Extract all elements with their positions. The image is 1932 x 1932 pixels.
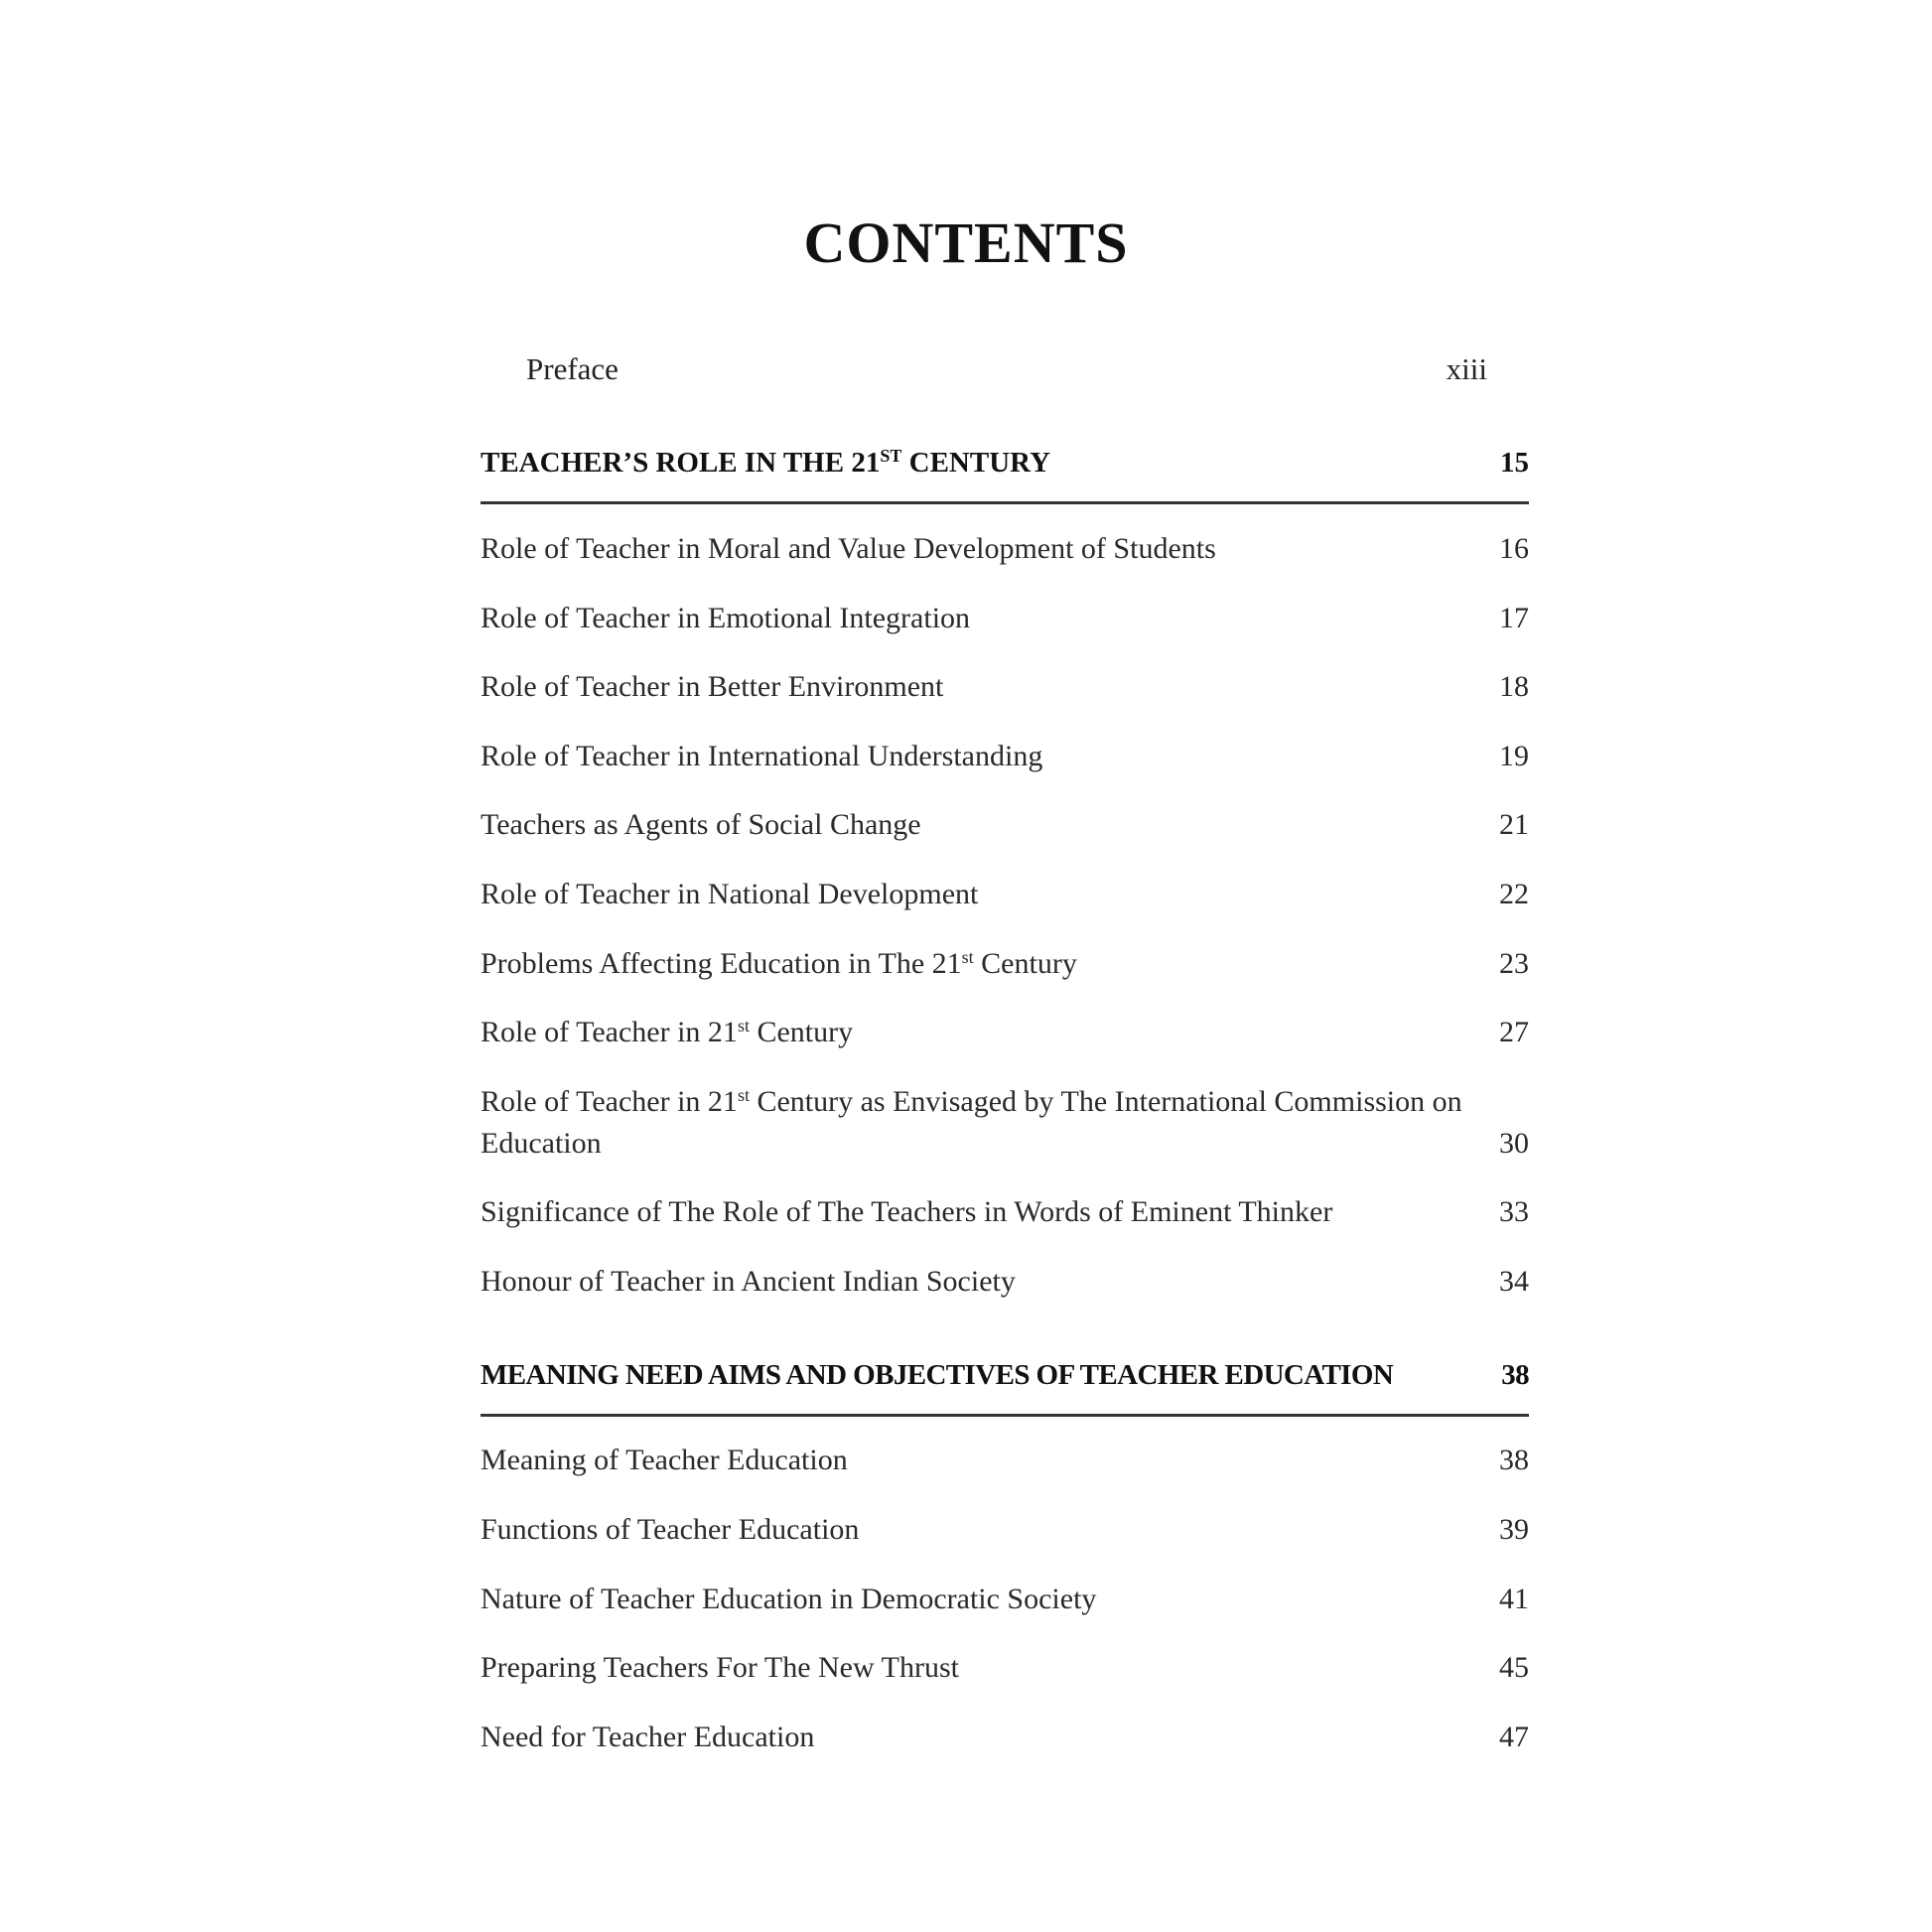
toc-entry[interactable] — [481, 1012, 1529, 1053]
toc-entry-page: 19 — [1499, 740, 1529, 772]
toc-entry-label: Role of Teacher in Emotional Integration — [481, 602, 971, 634]
chapter-page: 15 — [1500, 447, 1529, 479]
toc-entry[interactable] — [481, 1717, 1529, 1758]
toc-entry-page: 47 — [1499, 1721, 1529, 1753]
toc-entry-page: 23 — [1499, 947, 1529, 980]
toc-entry[interactable] — [481, 1261, 1529, 1303]
chapter-divider — [481, 1414, 1529, 1417]
toc-entry-label: Functions of Teacher Education — [481, 1513, 860, 1546]
toc-entry-label: Role of Teacher in 21st Century as Envisaged by The International Commission on — [481, 1085, 1462, 1118]
toc-entry-label: Role of Teacher in 21st Century — [481, 1016, 854, 1048]
toc-entry[interactable] — [481, 1191, 1529, 1233]
toc-entry-page: 34 — [1499, 1265, 1529, 1298]
toc-entry-label: Teachers as Agents of Social Change — [481, 808, 921, 841]
chapter-page: 38 — [1501, 1359, 1529, 1391]
toc-entry-page: 45 — [1499, 1651, 1529, 1684]
toc-entry-label-continued: Education — [481, 1127, 602, 1160]
toc-entry-label: Preparing Teachers For The New Thrust — [481, 1651, 959, 1684]
toc-entry-label: Nature of Teacher Education in Democratic Society — [481, 1583, 1097, 1615]
toc-entry-label: Problems Affecting Education in The 21st Century — [481, 947, 1077, 980]
page-title: CONTENTS — [803, 210, 1129, 275]
toc-entry[interactable] — [481, 804, 1529, 846]
chapter-heading-1[interactable] — [481, 441, 1529, 484]
toc-entry-page: 17 — [1499, 602, 1529, 634]
toc-entry-page: 39 — [1499, 1513, 1529, 1546]
toc-entry-page: xiii — [1446, 351, 1487, 386]
toc-entry-page: 21 — [1499, 808, 1529, 841]
toc-entry-page: 27 — [1499, 1016, 1529, 1048]
chapter-divider — [481, 501, 1529, 504]
toc-entry[interactable] — [481, 874, 1529, 915]
toc-entry-label: Role of Teacher in Better Environment — [481, 670, 944, 703]
chapter-title: MEANING NEED AIMS AND OBJECTIVES OF TEACHER EDUCATION — [481, 1359, 1394, 1391]
toc-entry-page: 18 — [1499, 670, 1529, 703]
toc-entry[interactable] — [481, 528, 1529, 570]
toc-entry[interactable] — [481, 1647, 1529, 1689]
chapter-heading-2[interactable] — [481, 1353, 1529, 1397]
chapter-title: TEACHER’S ROLE IN THE 21ST CENTURY — [481, 446, 1051, 479]
toc-entry-page: 41 — [1499, 1583, 1529, 1615]
toc-entry[interactable] — [481, 666, 1529, 708]
toc-entry[interactable] — [481, 1440, 1529, 1481]
toc-entry-label: Role of Teacher in Moral and Value Development of Students — [481, 532, 1216, 565]
toc-entry-page: 22 — [1499, 878, 1529, 910]
toc-entry-label: Meaning of Teacher Education — [481, 1444, 848, 1476]
toc-entry-preface[interactable] — [526, 347, 1487, 391]
toc-entry-label: Preface — [526, 351, 619, 386]
toc-entry[interactable] — [481, 598, 1529, 639]
toc-entry-page: 16 — [1499, 532, 1529, 565]
toc-entry[interactable] — [481, 1509, 1529, 1551]
toc-entry[interactable] — [481, 736, 1529, 777]
toc-entry[interactable] — [481, 943, 1529, 985]
toc-entry[interactable] — [481, 1081, 1529, 1165]
toc-entry-label: Honour of Teacher in Ancient Indian Society — [481, 1265, 1016, 1298]
toc-entry-label: Role of Teacher in International Understanding — [481, 740, 1043, 772]
toc-entry[interactable] — [481, 1579, 1529, 1620]
toc-entry-label: Role of Teacher in National Development — [481, 878, 979, 910]
toc-entry-label: Significance of The Role of The Teachers in Words of Eminent Thinker — [481, 1195, 1333, 1228]
toc-entry-page: 30 — [1499, 1127, 1529, 1160]
toc-entry-page: 38 — [1499, 1444, 1529, 1476]
toc-entry-label: Need for Teacher Education — [481, 1721, 815, 1753]
toc-entry-page: 33 — [1499, 1195, 1529, 1228]
